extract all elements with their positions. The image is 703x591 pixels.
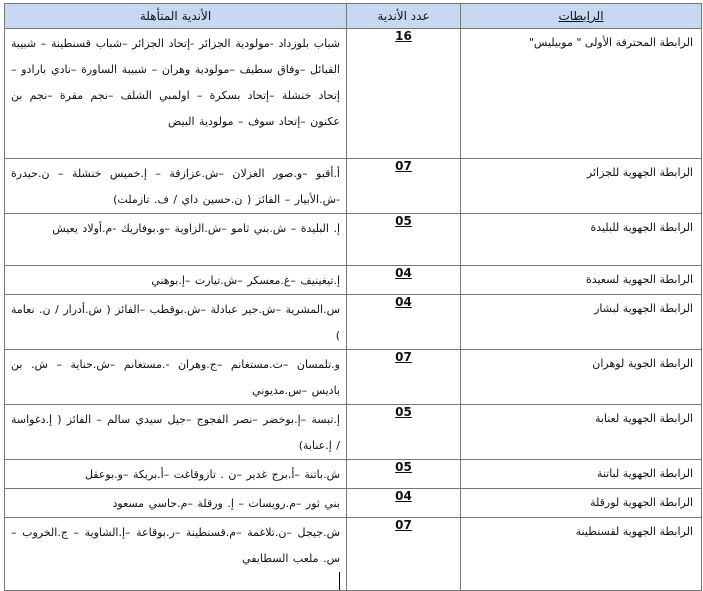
club-count: 05 [395, 405, 412, 419]
clubs-list: إ.تبسة –إ.بوخضر –نصر الفجوج –جيل سيدي سالم – الفائز ( إ.دغواسة / إ.عنابة) [11, 413, 340, 452]
club-count: 05 [395, 214, 412, 228]
count-cell [347, 159, 461, 214]
league-cell [461, 266, 702, 295]
clubs-cell [5, 214, 347, 266]
club-count: 04 [395, 295, 412, 309]
league-name: الرابطة الجهوية للجزائر [586, 166, 693, 179]
header-league: الرابطات [461, 4, 702, 29]
count-cell [347, 29, 461, 159]
league-cell [461, 295, 702, 350]
clubs-list: إ. البليدة – ش.بني ثامو –ش.الزاوية –و.بوفاريك -م.أولاد يعيش [52, 222, 340, 235]
league-cell [461, 214, 702, 266]
league-name: الرابطة الجهوية للبليدة [590, 221, 693, 234]
clubs-list: ش.باتنة –أ.برج غدير –ن . تازوقاغت –أ.بريكة –و.بوعقل [84, 468, 340, 481]
league-cell [461, 518, 702, 591]
league-cell [461, 159, 702, 214]
clubs-cell [5, 159, 347, 214]
league-name: الرابطة الجهوية لورقلة [590, 496, 693, 509]
clubs-list: ش.جيجل –ن.تلاغمة –م.قسنطينة –ر.بوقاعة –إ.الشاوية – ج.الخروب –س. ملعب السطايفي [11, 526, 340, 565]
league-cell [461, 350, 702, 405]
clubs-cell [5, 266, 347, 295]
league-name: الرابطة الجهوية لقسنطينة [575, 525, 693, 538]
count-cell [347, 350, 461, 405]
table-row [5, 405, 702, 460]
league-cell [461, 489, 702, 518]
club-count: 07 [395, 350, 412, 364]
table-row [5, 266, 702, 295]
league-name: الرابطة الجهوية لباتنة [596, 467, 693, 480]
text-cursor [339, 572, 340, 590]
clubs-cell [5, 29, 347, 159]
league-name: الرابطة الجوية لوهران [592, 357, 693, 370]
count-cell [347, 518, 461, 591]
clubs-list: إ.تيغينيف –غ.معسكر –ش.تيارت –إ.بوهني [151, 274, 340, 287]
table-row [5, 489, 702, 518]
count-cell [347, 295, 461, 350]
table-row [5, 350, 702, 405]
league-cell [461, 405, 702, 460]
clubs-list: أ.أقبو –و.صور الغزلان –ش.عزازقة – إ.خميس خنشلة – ن.حيدرة -ش.الأبيار – الفائز ( ن.حسين داي / ف. تازملت) [11, 167, 340, 206]
count-cell [347, 405, 461, 460]
table-row [5, 214, 702, 266]
clubs-cell [5, 295, 347, 350]
clubs-cell [5, 518, 347, 591]
league-name: الرابطة الجهوية لعنابة [594, 412, 693, 425]
league-name: الرابطة المحترفة الأولى " موبيليس" [528, 36, 693, 49]
table-row [5, 29, 702, 159]
table-row [5, 460, 702, 489]
clubs-cell [5, 405, 347, 460]
count-cell [347, 214, 461, 266]
club-count: 04 [395, 266, 412, 280]
clubs-cell [5, 489, 347, 518]
header-clubs: الأندية المتأهلة [5, 4, 347, 29]
header-count: عدد الأندية [347, 4, 461, 29]
club-count: 04 [395, 489, 412, 503]
clubs-list: و.تلمسان –ت.مستغانم –ج.وهران -.مستغانم –ش.حناية – ش. بن باديس –س.مديوني [11, 358, 340, 397]
league-cell [461, 460, 702, 489]
clubs-list: شباب بلوزداد -مولودية الجزائر -إتحاد الجزائر –شباب قسنطينة – شبيبة القبائل –وفاق سطيف –مولودية وهران – شبيبة الساورة –نادي بارادو –إتحاد خنشلة –إتحاد بسكرة – اولمبي الشلف –نجم مقرة –نجم بن عكنون –إتحاد سوف – مولودية البيض [11, 37, 340, 128]
clubs-list: بني ثور –م.رويسات – إ. ورقلة –م.حاسي مسعود [112, 497, 340, 510]
table-row [5, 159, 702, 214]
clubs-list: س.المشرية –ش.جير عبادلة –ش.بوقطب –الفائز ( ش.أدرار / ن. نعامة ) [11, 303, 340, 342]
count-cell [347, 460, 461, 489]
club-count: 05 [395, 460, 412, 474]
club-count: 16 [395, 29, 412, 43]
header-row [5, 4, 702, 29]
count-cell [347, 489, 461, 518]
club-count: 07 [395, 159, 412, 173]
clubs-cell [5, 350, 347, 405]
league-name: الرابطة الجهوية لبشار [594, 302, 693, 315]
clubs-cell [5, 460, 347, 489]
count-cell [347, 266, 461, 295]
table-row [5, 518, 702, 591]
league-name: الرابطة الجهوية لسعيدة [585, 273, 693, 286]
club-count: 07 [395, 518, 412, 532]
table-row [5, 295, 702, 350]
league-cell [461, 29, 702, 159]
qualified-clubs-table [4, 3, 702, 591]
